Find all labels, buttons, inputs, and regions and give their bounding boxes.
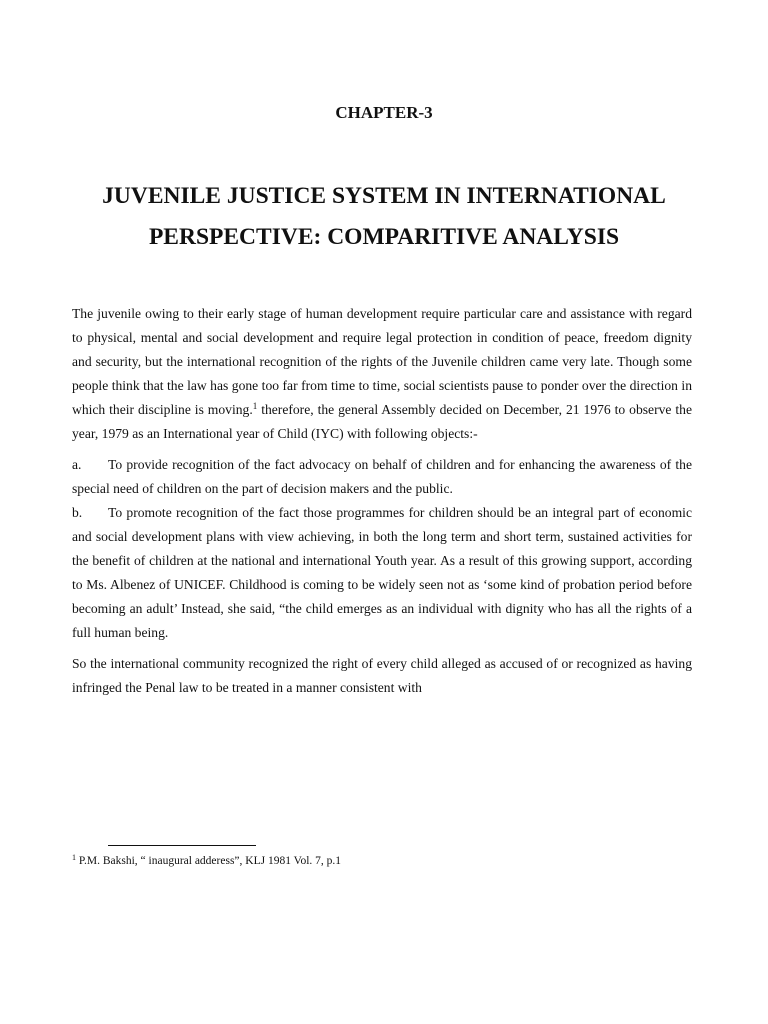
chapter-title-line-1: JUVENILE JUSTICE SYSTEM IN INTERNATIONAL: [102, 183, 666, 209]
list-item-label: b.: [72, 505, 83, 520]
footnote: [72, 853, 692, 869]
list-item-text: To promote recognition of the fact those programmes for children should be an integral part of economic and social development plans with view achieving, in both the long term and short term, sustained activities for the benefit of children at the national and international Youth year. As a result of this growing support, according to Ms. Albenez of UNICEF. Childhood is coming to be widely seen not as ‘some kind of probation period before becoming an adult’ Instead, she said, “the child emerges as an individual with dignity who has all the rights of a full human being.: [72, 505, 692, 640]
footnote-marker: 1: [72, 853, 76, 862]
footnote-reference: 1: [252, 401, 258, 411]
intro-paragraph: [72, 302, 692, 446]
list-item-label: a.: [72, 457, 82, 472]
list-item: [72, 501, 692, 645]
chapter-title-line-2: PERSPECTIVE: COMPARITIVE ANALYSIS: [148, 224, 620, 250]
intro-text-continued: therefore, the general Assembly decided on December, 21 1976 to observe the year, 1979 as an International year of Child (IYC) with following objects:-: [72, 402, 692, 441]
footnote-text: P.M. Bakshi, “ inaugural adderess”, KLJ 1981 Vol. 7, p.1: [76, 855, 342, 867]
intro-text: The juvenile owing to their early stage of human development require particular care and assistance with regard to physical, mental and social development and require legal protection in condition of peace, freedom dignity and security, but the international recognition of the rights of the Juvenile children came very late. Though some people think that the law has gone too far from time to time, social scientists pause to ponder over the direction in which their discipline is moving.: [72, 306, 692, 417]
chapter-heading: CHAPTER-3: [335, 103, 433, 122]
closing-paragraph: So the international community recognized the right of every child alleged as accused of or recognized as having infringed the Penal law to be treated in a manner consistent with: [72, 656, 692, 695]
footnote-separator: [108, 845, 256, 846]
list-item-text: To provide recognition of the fact advocacy on behalf of children and for enhancing the awareness of the special need of children on the part of decision makers and the public.: [72, 457, 692, 496]
body-text: [72, 302, 692, 700]
list-item: [72, 453, 692, 501]
chapter-title: [40, 176, 728, 258]
